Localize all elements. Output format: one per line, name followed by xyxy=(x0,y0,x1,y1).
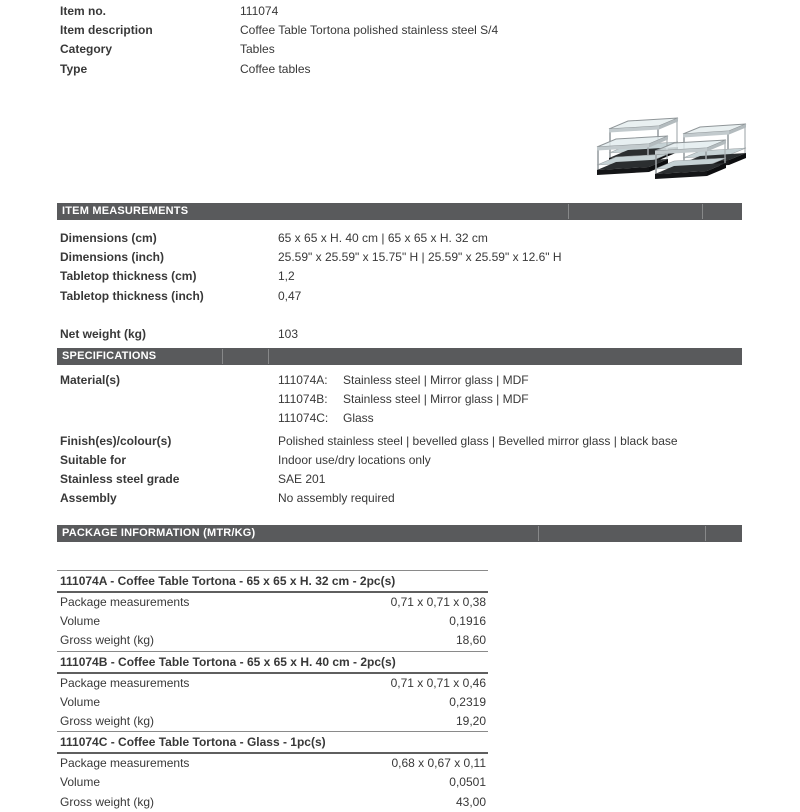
steel-grade-row xyxy=(60,470,780,489)
spacer xyxy=(60,306,760,325)
tabletop-thickness-inch-label: Tabletop thickness (inch) xyxy=(60,288,204,303)
package-row xyxy=(57,674,488,693)
package-group-c xyxy=(57,731,488,812)
volume-value: 0,0501 xyxy=(449,775,486,790)
item-no-value: 111074 xyxy=(240,4,279,18)
section-header-item-measurements xyxy=(57,203,742,220)
material-code: 111074C: xyxy=(278,411,329,426)
finish-label: Finish(es)/colour(s) xyxy=(60,433,172,448)
item-info-row xyxy=(60,60,760,79)
dimensions-cm-value: 65 x 65 x H. 40 cm | 65 x 65 x H. 32 cm xyxy=(278,231,488,245)
dimensions-inch-label: Dimensions (inch) xyxy=(60,250,165,265)
assembly-label: Assembly xyxy=(60,491,117,506)
dimensions-cm-label: Dimensions (cm) xyxy=(60,231,157,245)
volume-label: Volume xyxy=(60,694,101,709)
net-weight-row xyxy=(60,325,760,344)
measurement-row xyxy=(60,229,760,248)
measurement-row xyxy=(60,287,760,306)
bar-separator xyxy=(568,204,569,219)
package-group-header: 111074C - Coffee Table Tortona - Glass - 1pc(s) xyxy=(57,732,488,754)
net-weight-label: Net weight (kg) xyxy=(60,327,146,341)
item-info-block xyxy=(60,2,760,79)
measurements-block xyxy=(60,229,760,344)
package-row xyxy=(57,612,488,631)
section-title: SPECIFICATIONS xyxy=(62,350,157,362)
item-info-row xyxy=(60,40,760,59)
assembly-value: No assembly required xyxy=(278,491,395,506)
item-no-label: Item no. xyxy=(60,4,107,18)
bar-separator xyxy=(268,349,269,364)
package-row xyxy=(57,693,488,712)
section-header-specifications xyxy=(57,348,742,365)
item-description-label: Item description xyxy=(60,23,153,38)
material-text: Stainless steel | Mirror glass | MDF xyxy=(343,392,529,407)
volume-label: Volume xyxy=(60,614,101,629)
tabletop-thickness-cm-label: Tabletop thickness (cm) xyxy=(60,269,197,284)
package-measurements-label: Package measurements xyxy=(60,675,190,690)
materials-row xyxy=(60,371,780,429)
package-measurements-value: 0,68 x 0,67 x 0,11 xyxy=(391,756,486,771)
bar-separator xyxy=(538,526,539,541)
material-line xyxy=(278,409,529,428)
package-row xyxy=(57,773,488,792)
tabletop-thickness-inch-value: 0,47 xyxy=(278,288,302,303)
material-text: Glass xyxy=(343,411,374,426)
material-code: 111074A: xyxy=(278,373,328,387)
volume-label: Volume xyxy=(60,775,101,790)
item-info-row xyxy=(60,21,760,40)
package-block xyxy=(57,570,488,812)
specifications-block xyxy=(60,371,780,508)
tabletop-thickness-cm-value: 1,2 xyxy=(278,269,295,284)
material-code: 111074B: xyxy=(278,392,328,407)
product-image xyxy=(593,94,758,196)
bar-separator xyxy=(705,526,706,541)
item-info-row xyxy=(60,2,760,21)
item-description-value: Coffee Table Tortona polished stainless steel S/4 xyxy=(240,23,499,38)
material-line xyxy=(278,390,529,409)
type-label: Type xyxy=(60,61,88,76)
type-value: Coffee tables xyxy=(240,61,311,76)
measurement-row xyxy=(60,248,760,267)
package-row xyxy=(57,754,488,773)
suitable-for-value: Indoor use/dry locations only xyxy=(278,452,431,467)
package-row xyxy=(57,631,488,650)
gross-weight-label: Gross weight (kg) xyxy=(60,714,155,729)
finish-value: Polished stainless steel | bevelled glass | Bevelled mirror glass | black base xyxy=(278,433,678,448)
package-row xyxy=(57,793,488,812)
section-title: ITEM MEASUREMENTS xyxy=(62,205,189,217)
bar-separator xyxy=(702,204,703,219)
category-value: Tables xyxy=(240,42,275,57)
dimensions-inch-value: 25.59" x 25.59" x 15.75" H | 25.59" x 25.59" x 12.6" H xyxy=(278,250,562,265)
package-measurements-label: Package measurements xyxy=(60,595,190,609)
measurement-row xyxy=(60,267,760,286)
material-line xyxy=(278,371,529,390)
gross-weight-value: 18,60 xyxy=(455,633,486,648)
package-group-header: 111074B - Coffee Table Tortona - 65 x 65 x H. 40 cm - 2pc(s) xyxy=(57,652,488,674)
net-weight-value: 103 xyxy=(278,327,299,341)
gross-weight-value: 43,00 xyxy=(455,794,486,809)
package-group-a xyxy=(57,570,488,651)
package-group-header: 111074A - Coffee Table Tortona - 65 x 65 x H. 32 cm - 2pc(s) xyxy=(57,571,488,593)
materials-label: Material(s) xyxy=(60,373,121,387)
volume-value: 0,2319 xyxy=(449,694,486,709)
gross-weight-value: 19,20 xyxy=(455,714,486,729)
bar-separator xyxy=(222,349,223,364)
category-label: Category xyxy=(60,42,113,57)
package-group-b xyxy=(57,651,488,732)
suitable-for-row xyxy=(60,451,780,470)
package-measurements-value: 0,71 x 0,71 x 0,38 xyxy=(390,595,486,609)
gross-weight-label: Gross weight (kg) xyxy=(60,633,155,648)
steel-grade-value: SAE 201 xyxy=(278,472,326,487)
suitable-for-label: Suitable for xyxy=(60,452,127,467)
gross-weight-label: Gross weight (kg) xyxy=(60,794,155,809)
package-row xyxy=(57,593,488,612)
material-text: Stainless steel | Mirror glass | MDF xyxy=(343,373,529,387)
section-header-package-information xyxy=(57,525,742,542)
package-row xyxy=(57,712,488,731)
package-measurements-label: Package measurements xyxy=(60,756,190,771)
materials-lines xyxy=(278,371,529,429)
assembly-row xyxy=(60,489,780,508)
section-title: PACKAGE INFORMATION (MTR/KG) xyxy=(62,527,256,539)
finish-row xyxy=(60,432,780,451)
package-measurements-value: 0,71 x 0,71 x 0,46 xyxy=(390,675,486,690)
volume-value: 0,1916 xyxy=(449,614,486,629)
steel-grade-label: Stainless steel grade xyxy=(60,472,180,487)
